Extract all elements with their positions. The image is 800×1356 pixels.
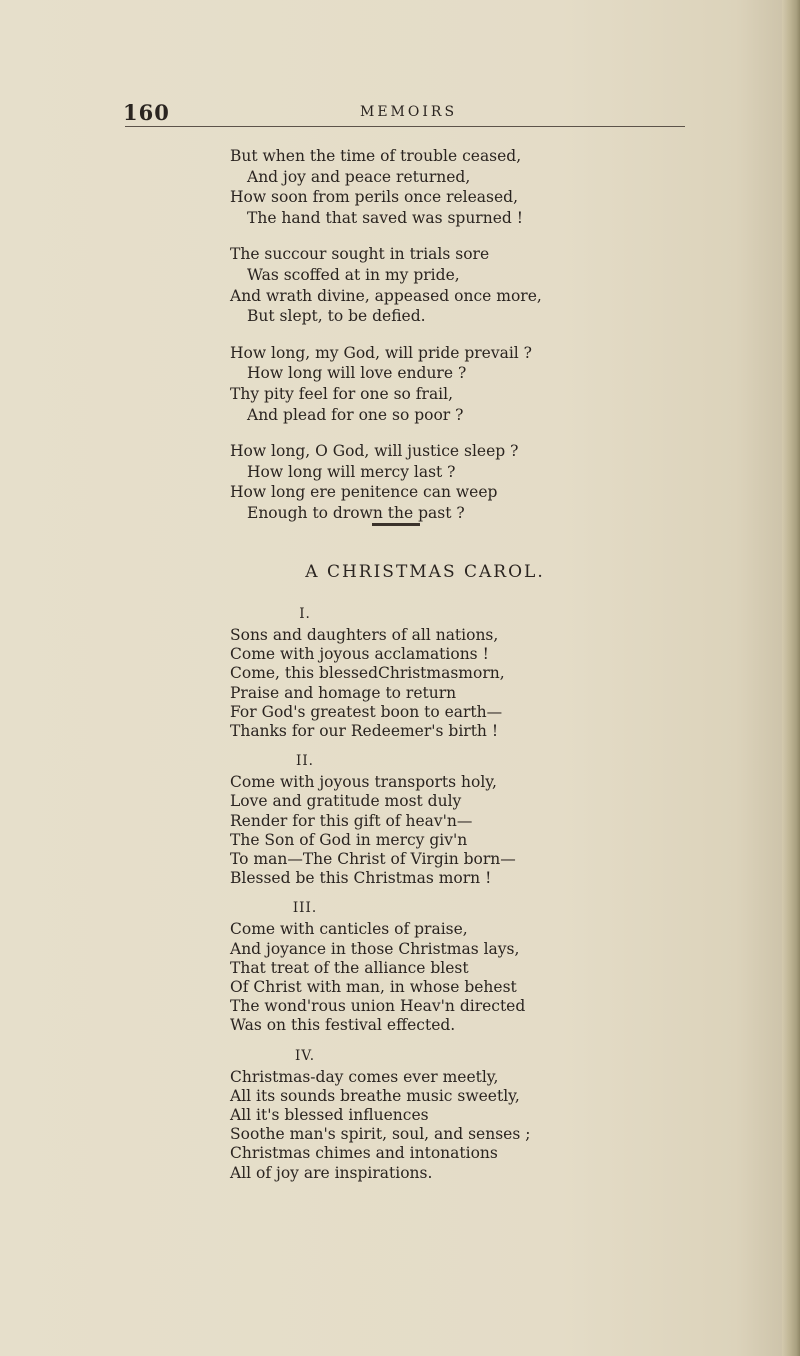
carol-line: All its sounds breathe music sweetly, — [230, 1086, 520, 1105]
carol-stanza — [230, 1048, 700, 1183]
poem-line: The hand that saved was spurned ! — [247, 208, 523, 227]
carol-stanza — [230, 606, 700, 741]
poem — [230, 146, 690, 524]
poem-line: Enough to drown the past ? — [247, 503, 465, 522]
carol-line: All it's blessed influences — [230, 1106, 429, 1125]
section-divider — [372, 523, 420, 526]
carol-line: Of Christ with man, in whose behest — [230, 978, 517, 997]
carol-line: Christmas chimes and intonations — [230, 1144, 498, 1163]
carol-line: And joyance in those Christmas lays, — [230, 939, 520, 958]
carol — [230, 606, 700, 1195]
carol-line: Sons and daughters of all nations, — [230, 626, 499, 644]
poem-line: But when the time of trouble ceased, — [230, 147, 522, 165]
poem-line: How long will mercy last ? — [247, 462, 456, 481]
carol-line: Render for this gift of heav'n— — [230, 811, 473, 830]
poem-line: But slept, to be defied. — [247, 307, 426, 326]
poem-line: And joy and peace returned, — [247, 167, 471, 186]
carol-line: To man—The Christ of Virgin born— — [230, 850, 516, 869]
header-rule — [125, 126, 685, 127]
stanza-number: II. — [296, 753, 314, 770]
poem-line: The succour sought in trials sore — [230, 245, 490, 264]
carol-line: Was on this festival effected. — [230, 1016, 456, 1035]
poem-line: How soon from perils once released, — [230, 188, 518, 207]
carol-line: Christmas-day comes ever meetly, — [230, 1067, 499, 1086]
carol-line: For God's greatest boon to earth— — [230, 702, 503, 721]
poem-line: How long ere penitence can weep — [230, 483, 498, 502]
poem-line: How long, O God, will justice sleep ? — [230, 442, 519, 461]
carol-stanza — [230, 900, 700, 1035]
carol-line: Come with joyous transports holy, — [230, 773, 497, 792]
carol-line: Come with canticles of praise, — [230, 920, 468, 939]
poem-line: And plead for one so poor ? — [247, 405, 464, 424]
running-title: MEMOIRS — [360, 104, 458, 120]
carol-line: The Son of God in mercy giv'n — [230, 830, 468, 849]
carol-line: Come, this blessedChristmasmorn, — [230, 664, 505, 683]
poem-line: Thy pity feel for one so frail, — [230, 384, 454, 403]
poem-line: How long will love endure ? — [247, 364, 467, 383]
carol-line: Soothe man's spirit, soul, and senses ; — [230, 1125, 531, 1144]
carol-line: All of joy are inspirations. — [230, 1163, 433, 1182]
poem-line: Was scoffed at in my pride, — [247, 265, 460, 284]
stanza-number: IV. — [294, 1047, 315, 1064]
carol-line: Blessed be this Christmas morn ! — [230, 869, 492, 888]
poem-line: How long, my God, will pride prevail ? — [230, 343, 532, 362]
carol-line: That treat of the alliance blest — [230, 958, 469, 977]
carol-line: Come with joyous acclamations ! — [230, 645, 489, 664]
poem-line: And wrath divine, appeased once more, — [230, 286, 542, 305]
stanza-number: III. — [292, 900, 318, 917]
carol-stanza — [230, 753, 700, 888]
carol-line: Thanks for our Redeemer's birth ! — [230, 722, 499, 741]
stanza-number: I. — [299, 606, 311, 622]
page-edge — [782, 0, 800, 1356]
page-number: 160 — [123, 100, 170, 125]
carol-line: The wond'rous union Heav'n directed — [230, 997, 526, 1016]
carol-line: Love and gratitude most duly — [230, 792, 462, 811]
carol-line: Praise and homage to return — [230, 683, 457, 702]
carol-title: A CHRISTMAS CAROL. — [305, 562, 545, 582]
